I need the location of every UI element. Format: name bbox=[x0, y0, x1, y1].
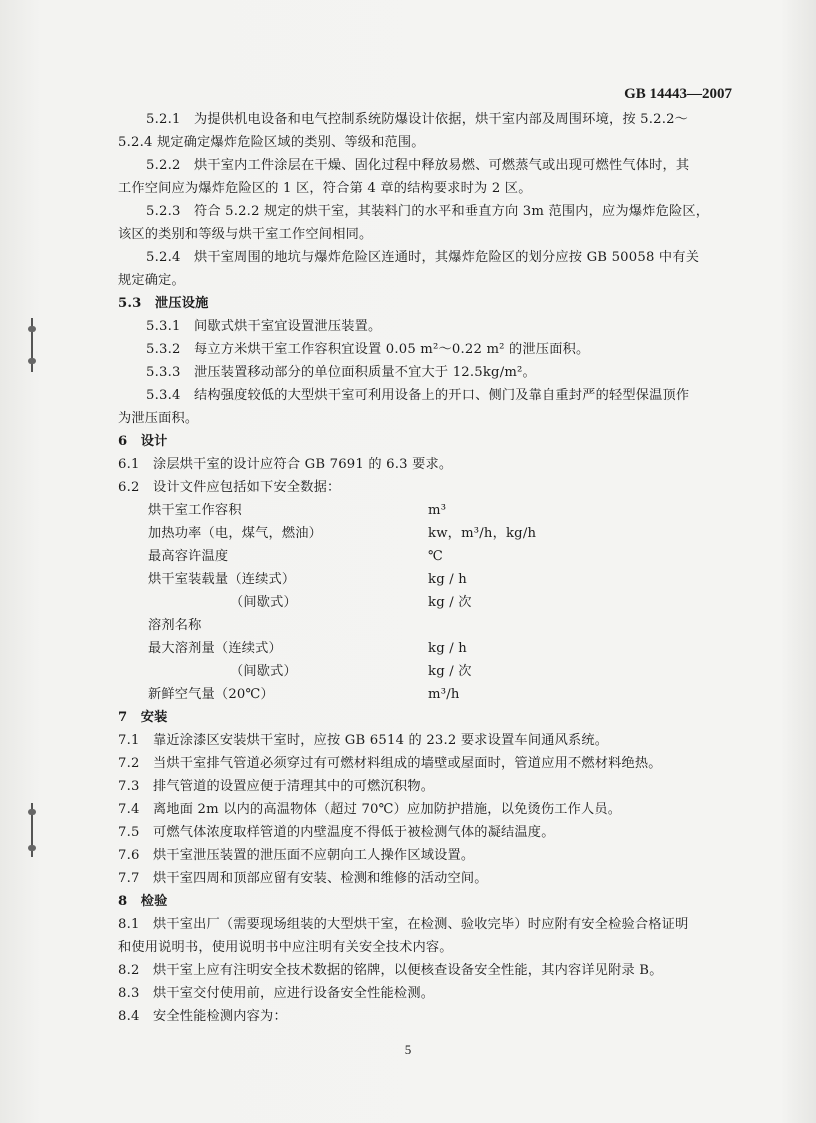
text-line: 7.7 烘干室四周和顶部应留有安装、检测和维修的活动空间。 bbox=[118, 871, 488, 886]
safety-data-row bbox=[118, 614, 734, 637]
text-line: 5.3.1 间歇式烘干室宜设置泄压装置。 bbox=[146, 319, 382, 334]
safety-data-row bbox=[118, 637, 734, 660]
safety-data-unit: m³ bbox=[428, 503, 447, 518]
text-line: 5.2.3 符合 5.2.2 规定的烘干室，其装料门的水平和垂直方向 3m 范围内，应为爆炸危险区， bbox=[146, 204, 710, 219]
text-line: 工作空间应为爆炸危险区的 1 区，符合第 4 章的结构要求时为 2 区。 bbox=[118, 181, 532, 196]
text-line: 7.1 靠近涂漆区安装烘干室时，应按 GB 6514 的 23.2 要求设置车间通风系统。 bbox=[118, 733, 609, 748]
safety-data-unit: m³/h bbox=[428, 687, 460, 702]
text-line: 5.2.1 为提供机电设备和电气控制系统防爆设计依据，烘干室内部及周围环境，按 5.2.2～ bbox=[146, 112, 689, 127]
safety-data-unit: ℃ bbox=[428, 549, 443, 564]
safety-data-label: 最高容许温度 bbox=[148, 549, 229, 564]
text-line: 为泄压面积。 bbox=[118, 411, 199, 426]
text-line: 5.3.3 泄压装置移动部分的单位面积质量不宜大于 12.5kg/m²。 bbox=[146, 365, 536, 380]
safety-data-unit: kg / h bbox=[428, 641, 467, 656]
binder-clip-bottom bbox=[28, 803, 36, 857]
text-line: 7 安装 bbox=[118, 710, 168, 725]
safety-data-label: 溶剂名称 bbox=[148, 618, 202, 633]
text-line: 8.2 烘干室上应有注明安全技术数据的铭牌，以便核查设备安全性能，其内容详见附录 B。 bbox=[118, 963, 663, 978]
safety-data-unit: kg / h bbox=[428, 572, 467, 587]
safety-data-label: （间歇式） bbox=[230, 595, 297, 610]
text-line: 6.1 涂层烘干室的设计应符合 GB 7691 的 6.3 要求。 bbox=[118, 457, 453, 472]
text-line: 该区的类别和等级与烘干室工作空间相同。 bbox=[118, 227, 373, 242]
safety-data-label: 烘干室工作容积 bbox=[148, 503, 242, 518]
text-line: 8 检验 bbox=[118, 894, 168, 909]
text-line: 和使用说明书，使用说明书中应注明有关安全技术内容。 bbox=[118, 940, 453, 955]
text-line: 8.1 烘干室出厂（需要现场组装的大型烘干室，在检测、验收完毕）时应附有安全检验合格证明 bbox=[118, 917, 689, 932]
safety-data-row bbox=[118, 568, 734, 591]
safety-data-unit: kw，m³/h，kg/h bbox=[428, 526, 537, 541]
text-line: 7.3 排气管道的设置应便于清理其中的可燃沉积物。 bbox=[118, 779, 435, 794]
text-line: 8.3 烘干室交付使用前，应进行设备安全性能检测。 bbox=[118, 986, 435, 1001]
safety-data-list bbox=[118, 499, 734, 706]
safety-data-row bbox=[118, 545, 734, 568]
safety-data-row bbox=[118, 591, 734, 614]
text-line: 5.2.4 烘干室周围的地坑与爆炸危险区连通时，其爆炸危险区的划分应按 GB 50058 中有关 bbox=[146, 250, 700, 265]
text-line: 7.5 可燃气体浓度取样管道的内壁温度不得低于被检测气体的凝结温度。 bbox=[118, 825, 555, 840]
safety-data-row bbox=[118, 499, 734, 522]
section-7-8-text bbox=[118, 706, 734, 1028]
text-line: 5.2.4 规定确定爆炸危险区域的类别、等级和范围。 bbox=[118, 135, 425, 150]
safety-data-label: 加热功率（电，煤气，燃油） bbox=[148, 526, 323, 541]
binder-clip-top bbox=[28, 318, 36, 372]
text-line: 7.6 烘干室泄压装置的泄压面不应朝向工人操作区域设置。 bbox=[118, 848, 475, 863]
safety-data-row bbox=[118, 683, 734, 706]
standard-code: GB 14443—2007 bbox=[624, 86, 732, 102]
text-line: 8.4 安全性能检测内容为： bbox=[118, 1009, 287, 1024]
text-line: 5.3.4 结构强度较低的大型烘干室可利用设备上的开口、侧门及靠自重封严的轻型保温顶作 bbox=[146, 388, 690, 403]
safety-data-row bbox=[118, 660, 734, 683]
page-number: 5 bbox=[404, 1042, 412, 1057]
text-line: 5.3 泄压设施 bbox=[118, 296, 209, 311]
text-line: 5.2.2 烘干室内工件涂层在干燥、固化过程中释放易燃、可燃蒸气或出现可燃性气体时，其 bbox=[146, 158, 690, 173]
document-body bbox=[118, 108, 734, 1028]
safety-data-row bbox=[118, 522, 734, 545]
text-line: 规定确定。 bbox=[118, 273, 185, 288]
safety-data-label: （间歇式） bbox=[230, 664, 297, 679]
safety-data-unit: kg / 次 bbox=[428, 664, 472, 679]
safety-data-label: 烘干室装载量（连续式） bbox=[148, 572, 296, 587]
text-line: 7.2 当烘干室排气管道必须穿过有可燃材料组成的墙壁或屋面时，管道应用不燃材料绝热。 bbox=[118, 756, 662, 771]
text-line: 5.3.2 每立方米烘干室工作容积宜设置 0.05 m²～0.22 m² 的泄压面积。 bbox=[146, 342, 590, 357]
safety-data-label: 新鲜空气量（20℃） bbox=[148, 687, 274, 702]
section-5-6-text bbox=[118, 108, 734, 499]
safety-data-label: 最大溶剂量（连续式） bbox=[148, 641, 282, 656]
text-line: 6 设计 bbox=[118, 434, 168, 449]
safety-data-unit: kg / 次 bbox=[428, 595, 472, 610]
text-line: 7.4 离地面 2m 以内的高温物体（超过 70℃）应加防护措施，以免烫伤工作人员。 bbox=[118, 802, 622, 817]
text-line: 6.2 设计文件应包括如下安全数据： bbox=[118, 480, 341, 495]
